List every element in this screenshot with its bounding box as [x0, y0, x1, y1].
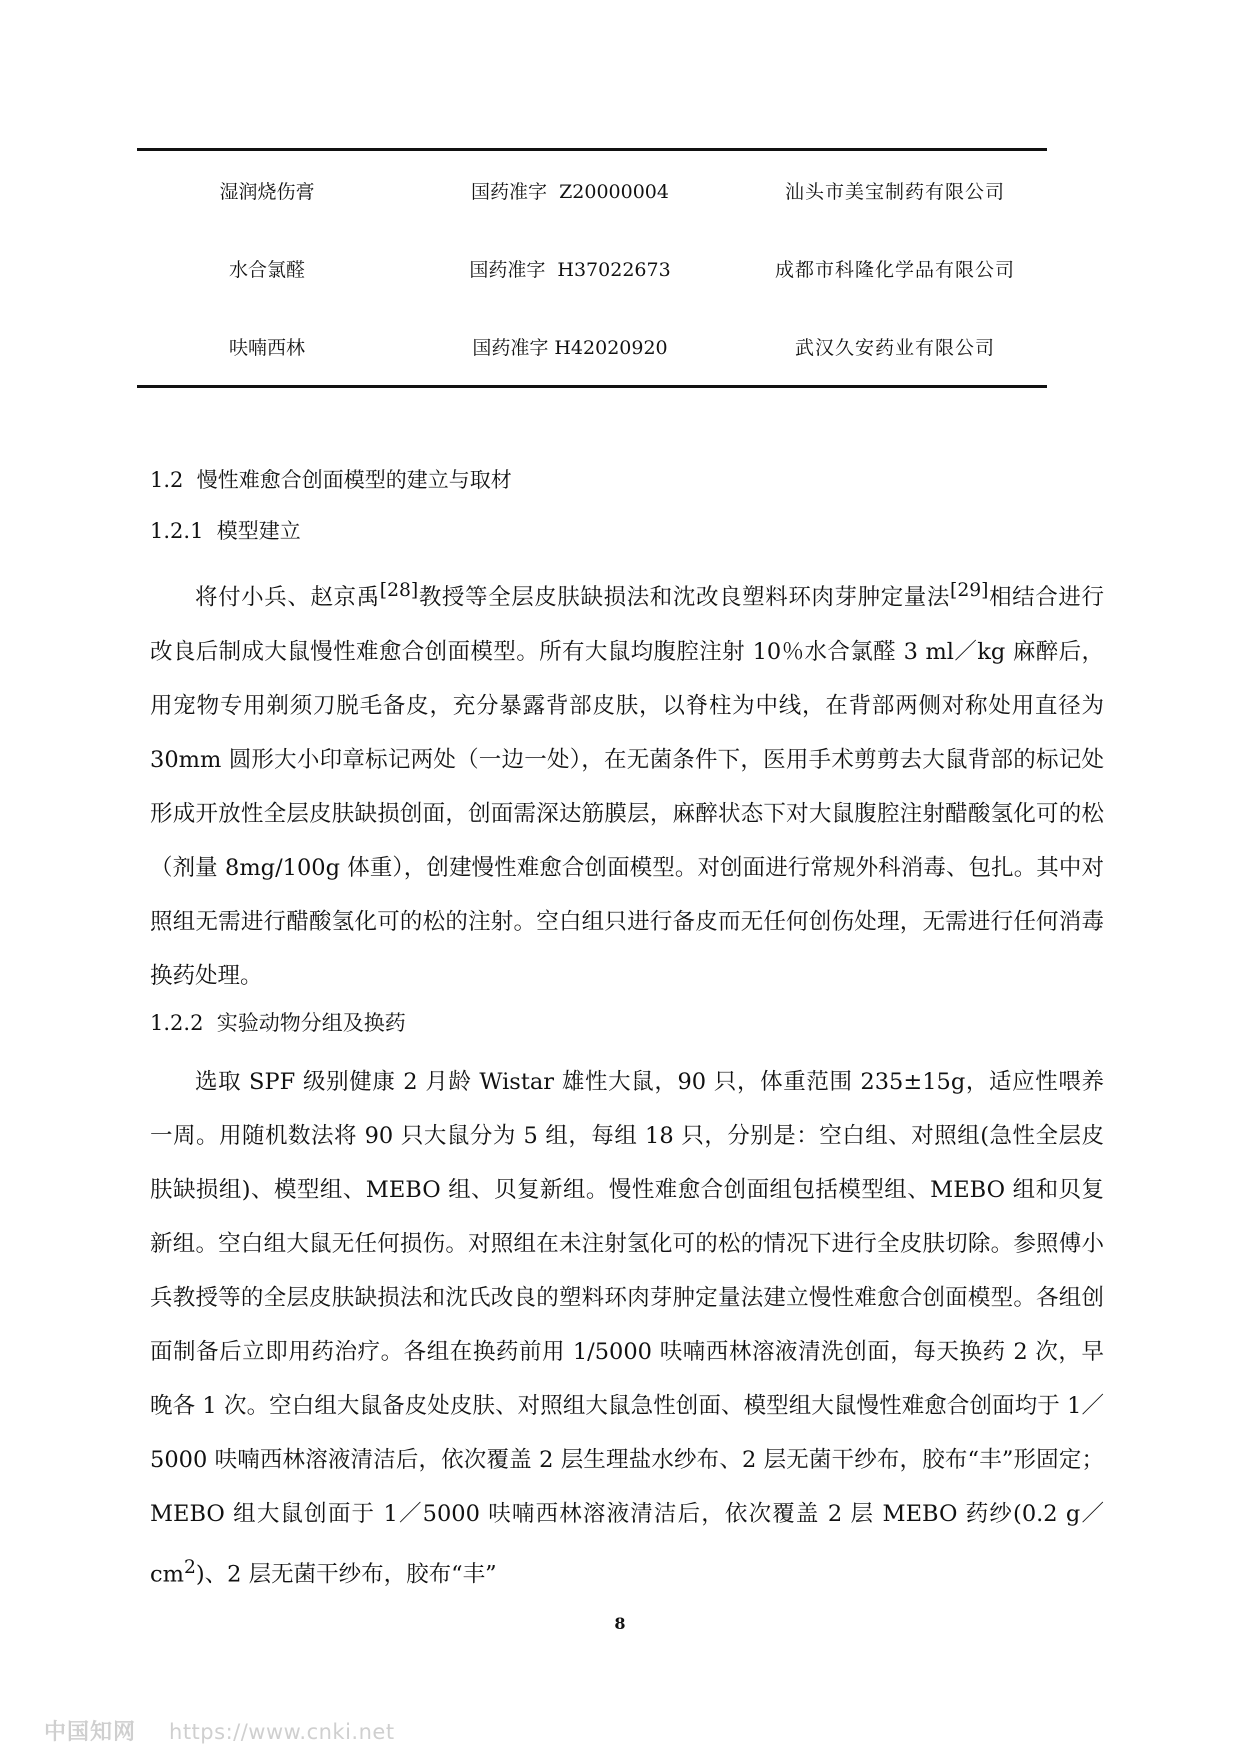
section-number: 1.2	[150, 468, 184, 492]
section-title: 实验动物分组及换药	[216, 1011, 406, 1035]
drug-name-cell: 呋喃西林	[228, 336, 305, 359]
section-number: 1.2.2	[150, 1011, 204, 1035]
table-bottom-rule	[137, 385, 1047, 388]
paragraph-grouping-and-dressing	[150, 1055, 1104, 1602]
watermark-url: https://www.cnki.net	[169, 1720, 395, 1744]
approval-number-cell: 国药准字 H42020920	[472, 336, 668, 359]
section-heading-1-2	[150, 465, 512, 495]
drug-table-section	[137, 148, 1047, 388]
section-heading-1-2-1	[150, 516, 301, 546]
section-title: 模型建立	[216, 519, 301, 543]
text-run: 教授等全层皮肤缺损法和沈改良塑料环肉芽肿定量法	[418, 584, 950, 611]
table-row	[137, 151, 1065, 229]
cnki-watermark	[44, 1715, 395, 1746]
paragraph-model-establishment	[150, 564, 1104, 1003]
approval-number-cell: 国药准字 Z20000004	[471, 180, 669, 203]
manufacturer-cell: 汕头市美宝制药有限公司	[784, 180, 1005, 203]
text-run: )、2 层无菌干纱布，胶布“丰”	[195, 1561, 497, 1588]
drug-name-cell: 湿润烧伤膏	[219, 180, 315, 203]
text-run: 选取 SPF 级别健康 2 月龄 Wistar 雄性大鼠，90 只，体重范围 235±15g，适应性喂养一周。用随机数法将 90 只大鼠分为 5 组，每组 18 只，分别是：空白组、对照组(急性全层皮肤缺损组)、模型组、MEBO 组、贝复新组。慢性难愈合创面组包括模型组、MEBO 组和贝复新组。空白组大鼠无任何损伤。对照组在未注射氢化可的松的情况下进行全皮肤切除。参照傅小兵教授等的全层皮肤缺损法和沈氏改良的塑料环肉芽肿定量法建立慢性难愈合创面模型。各组创面制备后立即用药治疗。各组在换药前用 1/5000 呋喃西林溶液清洗创面，每天换药 2 次，早晚各 1 次。空白组大鼠备皮处皮肤、对照组大鼠急性创面、模型组大鼠慢性难愈合创面均于 1／5000 呋喃西林溶液清洁后，依次覆盖 2 层生理盐水纱布、2 层无菌干纱布，胶布“丰”形固定；MEBO 组大鼠创面于 1／5000 呋喃西林溶液清洁后，依次覆盖 2 层 MEBO 药纱(0.2 g／cm	[150, 1069, 1104, 1588]
text-run: 相结合进行改良后制成大鼠慢性难愈合创面模型。所有大鼠均腹腔注射 10％水合氯醛 3 ml／kg 麻醉后，用宠物专用剃须刀脱毛备皮，充分暴露背部皮肤，以脊柱为中线，在背部两侧对称处用直径为 30mm 圆形大小印章标记两处（一边一处），在无菌条件下，医用手术剪剪去大鼠背部的标记处形成开放性全层皮肤缺损创面，创面需深达筋膜层，麻醉状态下对大鼠腹腔注射醋酸氢化可的松（剂量 8mg/100g 体重），创建慢性难愈合创面模型。对创面进行常规外科消毒、包扎。其中对照组无需进行醋酸氢化可的松的注射。空白组只进行备皮而无任何创伤处理，无需进行任何消毒换药处理。	[150, 584, 1104, 989]
drug-table	[137, 151, 1065, 385]
citation-ref: [28]	[379, 580, 419, 601]
citation-ref: [29]	[950, 580, 989, 601]
manufacturer-cell: 武汉久安药业有限公司	[794, 336, 995, 359]
drug-name-cell: 水合氯醛	[228, 258, 305, 281]
watermark-logo: 中国知网	[44, 1720, 137, 1745]
page-number: 8	[614, 1614, 626, 1633]
section-title: 慢性难愈合创面模型的建立与取材	[196, 468, 512, 492]
section-number: 1.2.1	[150, 519, 204, 543]
section-heading-1-2-2	[150, 1008, 406, 1038]
approval-number-cell: 国药准字 H37022673	[469, 258, 671, 281]
table-row	[137, 229, 1065, 307]
superscript: 2	[183, 1557, 196, 1578]
table-row	[137, 307, 1065, 385]
manufacturer-cell: 成都市科隆化学品有限公司	[774, 258, 1015, 281]
text-run: 将付小兵、赵京禹	[195, 584, 380, 611]
